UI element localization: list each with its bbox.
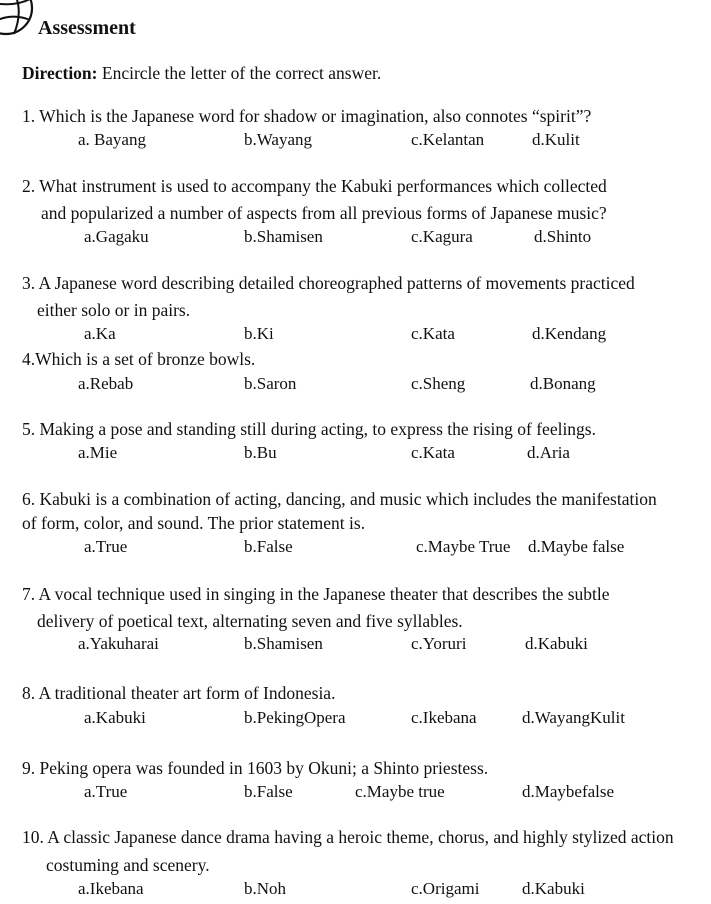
question-3-line-2: either solo or in pairs. <box>37 300 191 320</box>
question-2-line-1: 2. What instrument is used to accompany the Kabuki performances which collected <box>22 176 607 196</box>
q7-option-b[interactable]: b.Shamisen <box>244 634 323 653</box>
q3-option-b[interactable]: b.Ki <box>244 324 274 343</box>
question-6-line-1: 6. Kabuki is a combination of acting, dancing, and music which includes the manifestation <box>22 489 657 509</box>
q1-option-b[interactable]: b.Wayang <box>244 130 313 149</box>
q9-option-c[interactable]: c.Maybe true <box>355 782 445 801</box>
question-5-line-1: 5. Making a pose and standing still during acting, to express the rising of feelings. <box>22 419 596 439</box>
q1-option-d[interactable]: d.Kulit <box>532 130 580 149</box>
question-1-line-1: 1. Which is the Japanese word for shadow or imagination, also connotes “spirit”? <box>22 106 592 126</box>
q4-option-a[interactable]: a.Rebab <box>78 374 134 393</box>
question-9-line-1: 9. Peking opera was founded in 1603 by Okuni; a Shinto priestess. <box>22 758 489 778</box>
q7-option-a[interactable]: a.Yakuharai <box>78 634 159 653</box>
q9-option-d[interactable]: d.Maybefalse <box>522 782 615 801</box>
q2-option-d[interactable]: d.Shinto <box>534 227 592 246</box>
q1-option-c[interactable]: c.Kelantan <box>411 130 485 149</box>
ball-logo-icon <box>0 0 34 36</box>
q5-option-b[interactable]: b.Bu <box>244 443 277 462</box>
q8-option-c[interactable]: c.Ikebana <box>411 708 477 727</box>
q3-option-c[interactable]: c.Kata <box>411 324 455 343</box>
q6-option-c[interactable]: c.Maybe True <box>416 537 511 556</box>
q9-option-b[interactable]: b.False <box>244 782 293 801</box>
direction-text: Encircle the letter of the correct answer. <box>97 63 382 83</box>
q10-option-a[interactable]: a.Ikebana <box>78 879 144 898</box>
q5-option-a[interactable]: a.Mie <box>78 443 118 462</box>
q2-option-b[interactable]: b.Shamisen <box>244 227 323 246</box>
q2-option-c[interactable]: c.Kagura <box>411 227 473 246</box>
question-4-line-1: 4.Which is a set of bronze bowls. <box>22 349 256 369</box>
question-8-line-1: 8. A traditional theater art form of Indonesia. <box>22 683 336 703</box>
q9-option-a[interactable]: a.True <box>84 782 128 801</box>
q8-option-b[interactable]: b.PekingOpera <box>244 708 346 727</box>
q1-option-a[interactable]: a. Bayang <box>78 130 146 149</box>
question-7-line-2: delivery of poetical text, alternating seven and five syllables. <box>37 611 463 631</box>
q5-option-d[interactable]: d.Aria <box>527 443 570 462</box>
q10-option-d[interactable]: d.Kabuki <box>522 879 585 898</box>
question-7-line-1: 7. A vocal technique used in singing in the Japanese theater that describes the subtle <box>22 584 610 604</box>
question-6-line-2: of form, color, and sound. The prior statement is. <box>22 513 366 533</box>
question-2-line-2: and popularized a number of aspects from all previous forms of Japanese music? <box>41 203 607 223</box>
q5-option-c[interactable]: c.Kata <box>411 443 455 462</box>
q7-option-d[interactable]: d.Kabuki <box>525 634 588 653</box>
page-title: Assessment <box>38 17 136 39</box>
question-10-line-1: 10. A classic Japanese dance drama having a heroic theme, chorus, and highly stylized action <box>22 827 674 847</box>
q4-option-d[interactable]: d.Bonang <box>530 374 596 393</box>
q7-option-c[interactable]: c.Yoruri <box>411 634 467 653</box>
q2-option-a[interactable]: a.Gagaku <box>84 227 149 246</box>
q8-option-a[interactable]: a.Kabuki <box>84 708 146 727</box>
q4-option-c[interactable]: c.Sheng <box>411 374 466 393</box>
question-10-line-2: costuming and scenery. <box>46 855 210 875</box>
direction-label: Direction: <box>22 63 98 83</box>
q6-option-b[interactable]: b.False <box>244 537 293 556</box>
direction-line <box>22 63 381 83</box>
q4-option-b[interactable]: b.Saron <box>244 374 297 393</box>
q6-option-d[interactable]: d.Maybe false <box>528 537 625 556</box>
question-3-line-1: 3. A Japanese word describing detailed choreographed patterns of movements practiced <box>22 273 635 293</box>
q10-option-c[interactable]: c.Origami <box>411 879 480 898</box>
q6-option-a[interactable]: a.True <box>84 537 128 556</box>
q10-option-b[interactable]: b.Noh <box>244 879 287 898</box>
q3-option-a[interactable]: a.Ka <box>84 324 116 343</box>
q3-option-d[interactable]: d.Kendang <box>532 324 607 343</box>
q8-option-d[interactable]: d.WayangKulit <box>522 708 625 727</box>
